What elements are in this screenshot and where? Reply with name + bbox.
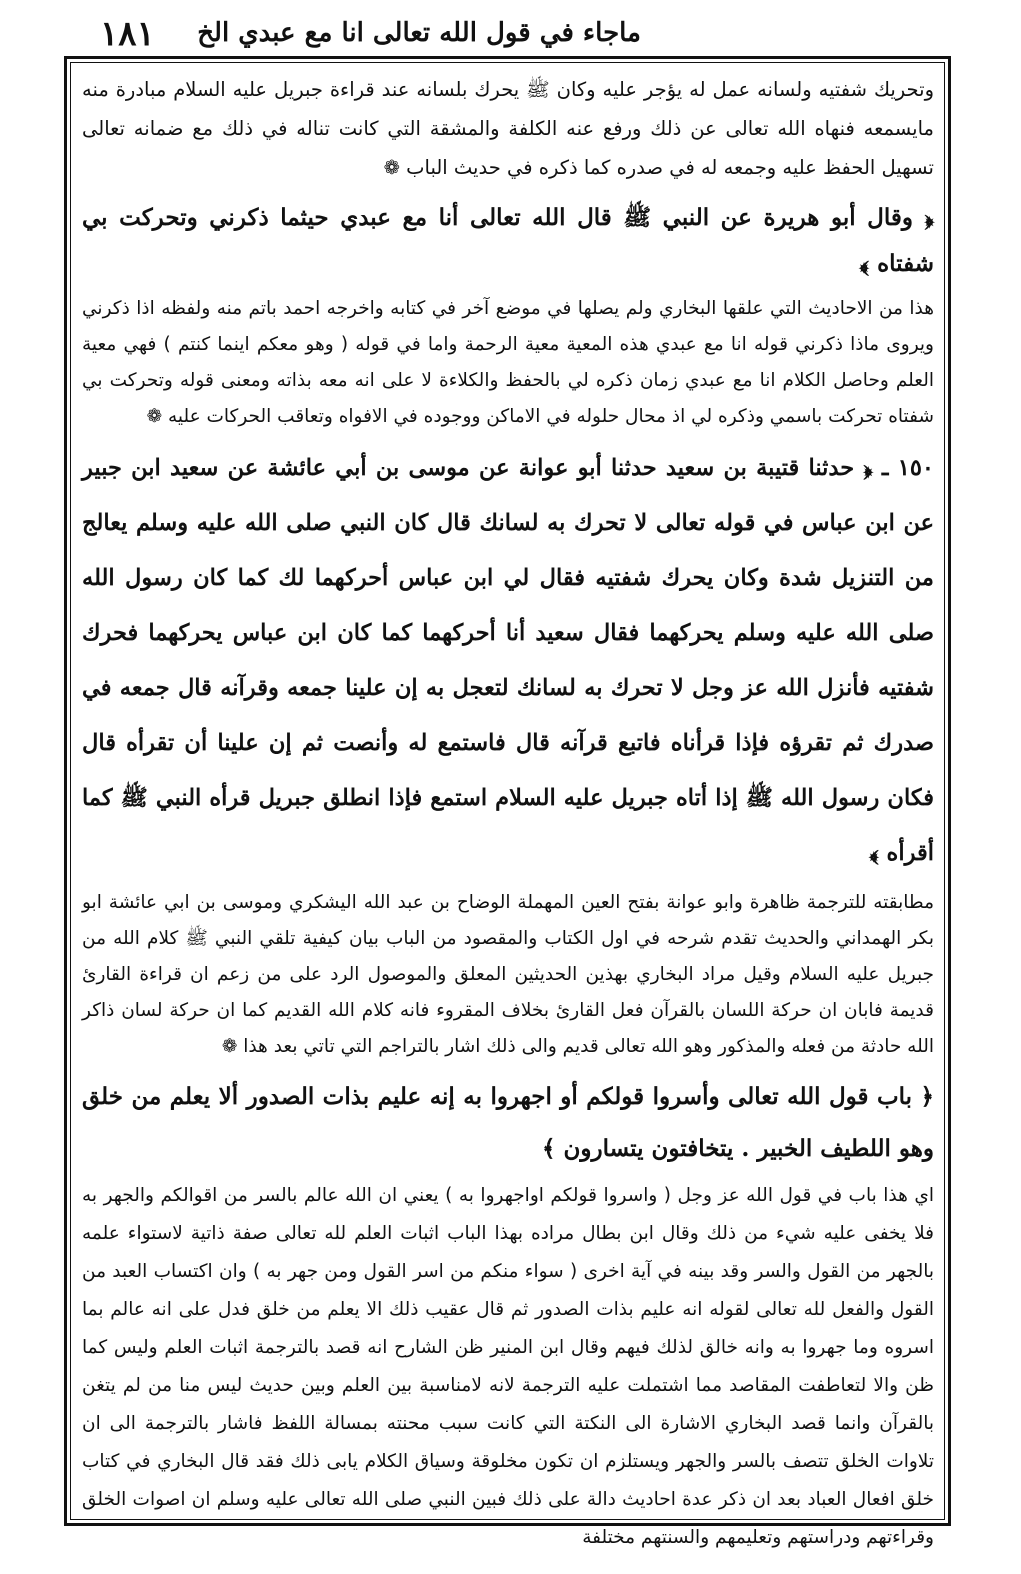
chapter-heading: ﴿ باب قول الله تعالى وأسروا قولكم أو اجهروا به إنه عليم بذات الصدور ألا يعلم من خلق وهو اللطيف الخبير . يتخافتون يتسارون ﴾ [82, 1083, 934, 1162]
commentary-paragraph: وتحريك شفتيه ولسانه عمل له يؤجر عليه وكان ﷺ يحرك بلسانه عند قراءة جبريل عليه السلام مبادرة منه مايسمعه فنهاه الله تعالى عن ذلك ورفع عنه الكلفة والمشقة التي كانت تناله في ذلك مع ضمانه تعالى تسهيل الحفظ عليه وجمعه له في صدره كما ذكره في حديث الباب ❁ [82, 78, 934, 179]
commentary-paragraph: هذا من الاحاديث التي علقها البخاري ولم يصلها في موضع آخر في كتابه واخرجه احمد باتم منه ولفظه اذا ذكرني ويروى ماذا ذكرني قوله انا مع عبدي هذه المعية معية الرحمة واما في قوله ( وهو معكم اينما كنتم ) فهي معية العلم وحاصل الكلام انا مع عبدي زمان ذكره لي بالحفظ والكلاءة لا على انه معه بذاته ومعنى قوله وتحركت بي شفتاه تحركت باسمي وذكره لي اذ محال حلوله في الاماكن ووجوده في الافواه وتعاقب الحركات عليه ❁ [82, 298, 934, 427]
chapter-title: ماجاء في قول الله تعالى انا مع عبدي الخ [197, 18, 641, 48]
running-head [70, 12, 961, 58]
commentary-paragraph: اي هذا باب في قول الله عز وجل ( واسروا قولكم اواجهروا به ) يعني ان الله عالم بالسر من اقوالكم والجهر به فلا يخفى عليه شيء من ذلك وقال ابن بطال مراده بهذا الباب اثبات العلم لله تعالى صفة ذاتية لاستواء علمه بالجهر من القول والسر وقد بينه في آية اخرى ( سواء منكم من اسر القول ومن جهر به ) وان اكتساب العبد من القول والفعل لله تعالى لقوله انه عليم بذات الصدور ثم قال عقيب ذلك الا يعلم من خلق فدل على انه عالم بما اسروه وما جهروا به وانه خالق لذلك فيهم وقال ابن المنير ظن الشارح انه قصد بالترجمة اثبات العلم وليس كما ظن والا لتعاطفت المقاصد مما اشتملت عليه الترجمة لانه لامناسبة بين العلم وبين حديث ليس منا من لم يتغن بالقرآن وانما قصد البخاري الاشارة الى النكتة التي كانت سبب محنته بمسالة اللفظ فاشار بالترجمة الى ان تلاوات الخلق تتصف بالسر والجهر ويستلزم ان تكون مخلوقة وسياق الكلام يابى ذلك فقد قال البخاري في كتاب خلق افعال العباد بعد ان ذكر عدة احاديث دالة على ذلك فبين النبي صلى الله تعالى عليه وسلم ان اصوات الخلق وقراءتهم ودراستهم وتعليمهم والسنتهم مختلفة [82, 1185, 934, 1548]
hadith-quote: ﴿ وقال أبو هريرة عن النبي ﷺ قال الله تعالى أنا مع عبدي حيثما ذكرني وتحركت بي شفتاه ﴾ [82, 204, 934, 277]
page-number: ١٨١ [100, 14, 155, 54]
hadith-text: ١٥٠ ـ ﴿ حدثنا قتيبة بن سعيد حدثنا أبو عوانة عن موسى بن أبي عائشة عن سعيد ابن جبير عن ابن عباس في قوله تعالى لا تحرك به لسانك قال كان النبي صلى الله عليه وسلم يعالج من التنزيل شدة وكان يحرك شفتيه فقال لي ابن عباس أحركهما لك كما كان رسول الله صلى الله عليه وسلم يحركهما فقال سعيد أنا أحركهما كما كان ابن عباس يحركهما فحرك شفتيه فأنزل الله عز وجل لا تحرك به لسانك لتعجل به إن علينا جمعه وقرآنه قال جمعه في صدرك ثم تقرؤه فإذا قرأناه فاتبع قرآنه قال فاستمع له وأنصت ثم إن علينا أن تقرأه قال فكان رسول الله ﷺ إذا أتاه جبريل عليه السلام استمع فإذا انطلق جبريل قرأه النبي ﷺ كما أقرأه ﴾ [82, 455, 935, 866]
page-body [82, 70, 935, 1548]
commentary-paragraph: مطابقته للترجمة ظاهرة وابو عوانة بفتح العين المهملة الوضاح بن عبد الله اليشكري وموسى بن ابي عائشة ابو بكر الهمداني والحديث تقدم شرحه في اول الكتاب والمقصود من الباب بيان كيفية تلقي النبي ﷺ كلام الله من جبريل عليه السلام وقيل مراد البخاري بهذين الحديثين المعلق والموصول الرد على من زعم ان قراءة القارئ قديمة فابان ان حركة اللسان بالقرآن فعل القارئ بخلاف المقروء فانه كلام الله القديم كما ان حركة لسان ذاكر الله حادثة من فعله والمذكور وهو الله تعالى قديم والى ذلك اشار بالتراجم التي تاتي بعد هذا ❁ [82, 892, 934, 1057]
